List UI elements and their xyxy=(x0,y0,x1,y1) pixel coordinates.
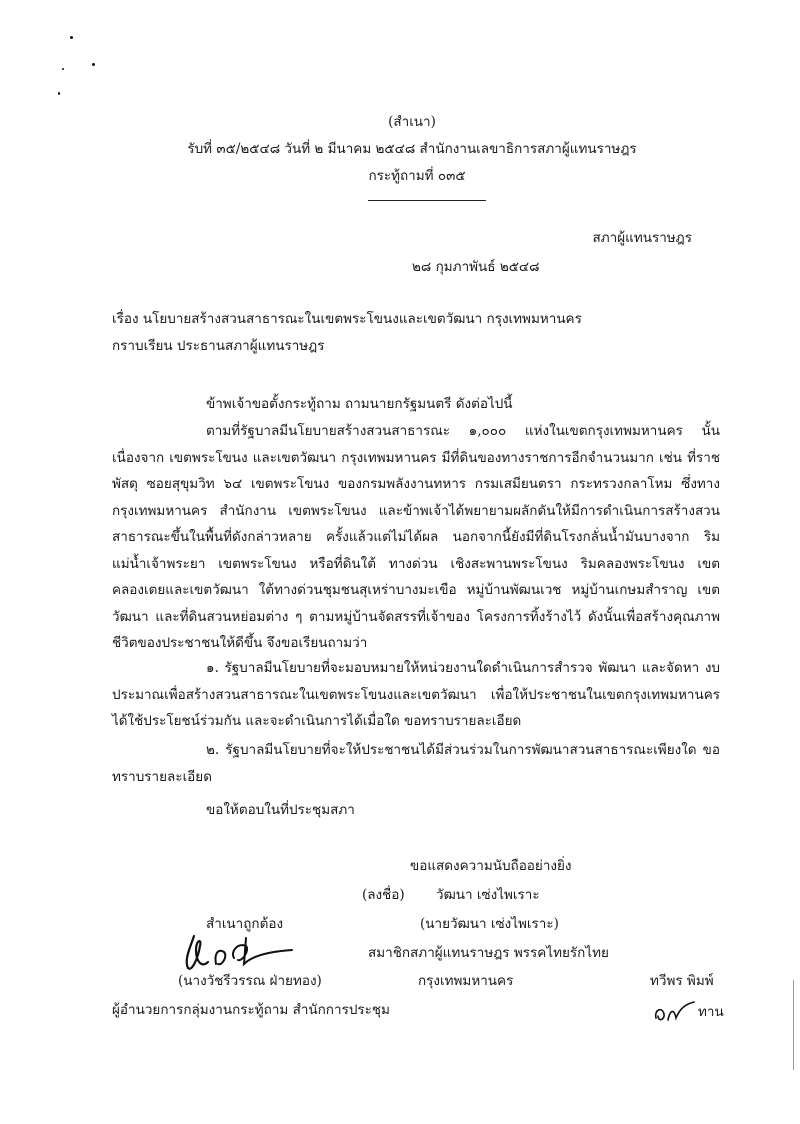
header-divider xyxy=(368,200,486,201)
certifier-position: ผู้อำนวยการกลุ่มงานกระทู้ถาม สำนักการประชุม xyxy=(112,1002,390,1018)
handwritten-signature xyxy=(180,928,300,974)
typist-note: ทวีพร พิมพ์ xyxy=(650,973,714,989)
copy-label: (สำเนา) xyxy=(388,114,436,130)
closing-request: ขอให้ตอบในที่ประชุมสภา xyxy=(206,802,355,818)
member-province: กรุงเทพมหานคร xyxy=(418,973,514,989)
certifier-name: (นางวัชรีวรรณ ฝ่ายทอง) xyxy=(178,973,322,989)
scan-speck xyxy=(70,36,73,39)
scan-speck xyxy=(92,63,95,66)
letter-date: ๒๘ กุมภาพันธ์ ๒๕๔๘ xyxy=(412,259,540,275)
checker-initials xyxy=(652,1000,696,1026)
certified-label: สำเนาถูกต้อง xyxy=(206,916,284,932)
receipt-line: รับที่ ๓๕/๒๕๔๘ วันที่ ๒ มีนาคม ๒๕๔๘ สำนักงานเลขาธิการสภาผู้แทนราษฎร xyxy=(187,141,637,157)
question-number: กระทู้ถามที่ ๐๓๕ xyxy=(368,168,466,184)
scan-edge-line xyxy=(793,980,794,1070)
respect-closing: ขอแสดงความนับถืออย่างยิ่ง xyxy=(410,858,572,874)
scan-speck xyxy=(58,92,60,95)
subject-line: เรื่อง นโยบายสร้างสวนสาธารณะในเขตพระโขนงและเขตวัฒนา กรุงเทพมหานคร xyxy=(112,311,582,327)
main-paragraph-text: ตามที่รัฐบาลมีนโยบายสร้างสวนสาธารณะ ๑,๐๐๐ แห่งในเขตกรุงเทพมหานคร นั้นเนื่องจาก เขตพระโขนง และเขตวัฒนา กรุงเทพมหานคร มีที่ดินของทางราชการอีกจำนวนมาก เช่น ที่ราชพัสดุ ซอยสุขุมวิท ๖๔ เขตพระโขนง ของกรมพลังงานทหาร กรมเสมียนตรา กระทรวงกลาโหม ซึ่งทางกรุงเทพมหานคร สำนักงาน เขตพระโขนง และข้าพเจ้าได้พยายามผลักดันให้มีการดำเนินการสร้างสวนสาธารณะขึ้นในพื้นที่ดังกล่าวหลาย ครั้งแล้วแต่ไม่ได้ผล นอกจากนี้ยังมีที่ดินโรงกลั่นน้ำมันบางจาก ริมแม่น้ำเจ้าพระยา เขตพระโขนง หรือที่ดินใต้ ทางด่วน เชิงสะพานพระโขนง ริมคลองพระโขนง เขตคลองเตยและเขตวัฒนา ใต้ทางด่วนชุมชนสุเหร่าบางมะเขือ หมู่บ้านพัฒนเวช หมู่บ้านเกษมสำราญ เขตวัฒนา และที่ดินสวนหย่อมต่าง ๆ ตามหมู่บ้านจัดสรรที่เจ้าของ โครงการทิ้งร้างไว้ ดังนั้นเพื่อสร้างคุณภาพชีวิตของประชาชนให้ดีขึ้น จึงขอเรียนถามว่า xyxy=(112,423,720,651)
signed-name: วัฒนา เซ่งไพเราะ xyxy=(436,887,540,903)
question-two xyxy=(112,737,720,790)
signed-label: (ลงชื่อ) xyxy=(362,887,405,903)
scan-speck xyxy=(62,68,64,70)
full-name: (นายวัฒนา เซ่งไพเราะ) xyxy=(420,916,559,932)
main-paragraph xyxy=(112,418,720,657)
question-two-text: ๒. รัฐบาลมีนโยบายที่จะให้ประชาชนได้มีส่วนร่วมในการพัฒนาสวนสาธารณะเพียงใด ขอทราบรายละเอียด xyxy=(112,742,720,785)
addressee-organization: สภาผู้แทนราษฎร xyxy=(592,230,692,246)
intro-line: ข้าพเจ้าขอตั้งกระทู้ถาม ถามนายกรัฐมนตรี ดังต่อไปนี้ xyxy=(206,396,513,412)
question-one xyxy=(112,655,720,735)
salutation: กราบเรียน ประธานสภาผู้แทนราษฎร xyxy=(112,338,325,354)
question-one-text: ๑. รัฐบาลมีนโยบายที่จะมอบหมายให้หน่วยงานใดดำเนินการสำรวจ พัฒนา และจัดหา งบประมาณเพื่อสร้างสวนสาธารณะในเขตพระโขนงและเขตวัฒนา เพื่อให้ประชาชนในเขตกรุงเทพมหานคร ได้ใช้ประโยชน์ร่วมกัน และจะดำเนินการได้เมื่อใด ขอทราบรายละเอียด xyxy=(112,660,720,729)
checker-note: ทาน xyxy=(698,1004,724,1020)
member-position: สมาชิกสภาผู้แทนราษฎร พรรคไทยรักไทย xyxy=(368,945,609,961)
